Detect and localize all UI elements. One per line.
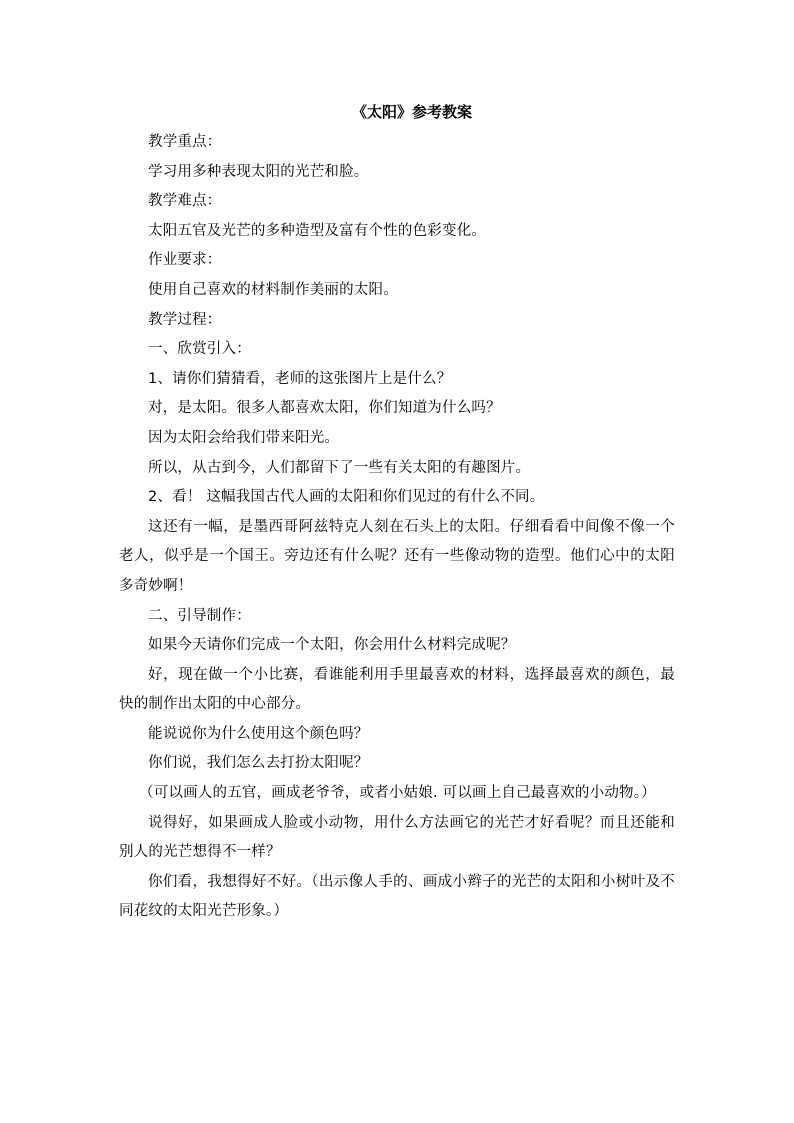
paragraph: 教学重点： — [148, 134, 222, 150]
paragraph: 如果今天请你们完成一个太阳，你会用什么材料完成呢？ — [148, 637, 516, 654]
paragraph: 2、看！ 这幅我国古代人画的太阳和你们见过的有什么不同。 — [148, 489, 545, 506]
paragraph: 太阳五官及光芒的多种造型及富有个性的色彩变化。 — [148, 222, 487, 239]
paragraph: 因为太阳会给我们带来阳光。 — [148, 429, 340, 446]
paragraph: 你们看，我想得好不好。（出示像人手的、画成小辫子的光芒的太阳和小树叶及不同花纹的太阳光芒形象。） — [119, 873, 675, 920]
paragraph: 教学难点： — [148, 193, 222, 210]
paragraph: 好，现在做一个小比赛，看谁能利用手里最喜欢的材料，选择最喜欢的颜色，最快的制作出太阳的中心部分。 — [119, 666, 675, 713]
paragraph: 使用自己喜欢的材料制作美丽的太阳。 — [148, 281, 398, 298]
paragraph: 对，是太阳。很多人都喜欢太阳，你们知道为什么吗？ — [148, 400, 501, 417]
paragraph: 说得好，如果画成人脸或小动物，用什么方法画它的光芒才好看呢？而且还能和别人的光芒想得不一样？ — [119, 814, 675, 861]
paragraph: 作业要求： — [148, 252, 222, 269]
paragraph: 学习用多种表现太阳的光芒和脸。 — [148, 163, 369, 180]
paragraph: 一、欣赏引入： — [148, 341, 251, 358]
paragraph: 这还有一幅，是墨西哥阿兹特克人刻在石头上的太阳。仔细看看中间像不像一个老人，似乎是一个国王。旁边还有什么呢？还有一些像动物的造型。他们心中的太阳多奇妙啊！ — [119, 518, 675, 594]
paragraph: （可以画人的五官，画成老爷爷，或者小姑娘. 可以画上自己最喜欢的小动物。） — [139, 785, 656, 802]
paragraph: 所以，从古到今，人们都留下了一些有关太阳的有趣图片。 — [148, 459, 531, 476]
paragraph: 二、引导制作： — [148, 607, 251, 624]
paragraph: 能说说你为什么使用这个颜色吗？ — [148, 725, 369, 742]
document-title: 《太阳》参考教案 — [351, 103, 472, 121]
paragraph: 1、请你们猜猜看，老师的这张图片上是什么？ — [148, 370, 452, 387]
document-body — [119, 128, 675, 927]
paragraph: 你们说，我们怎么去打扮太阳呢？ — [148, 755, 369, 772]
paragraph: 教学过程： — [148, 311, 222, 328]
